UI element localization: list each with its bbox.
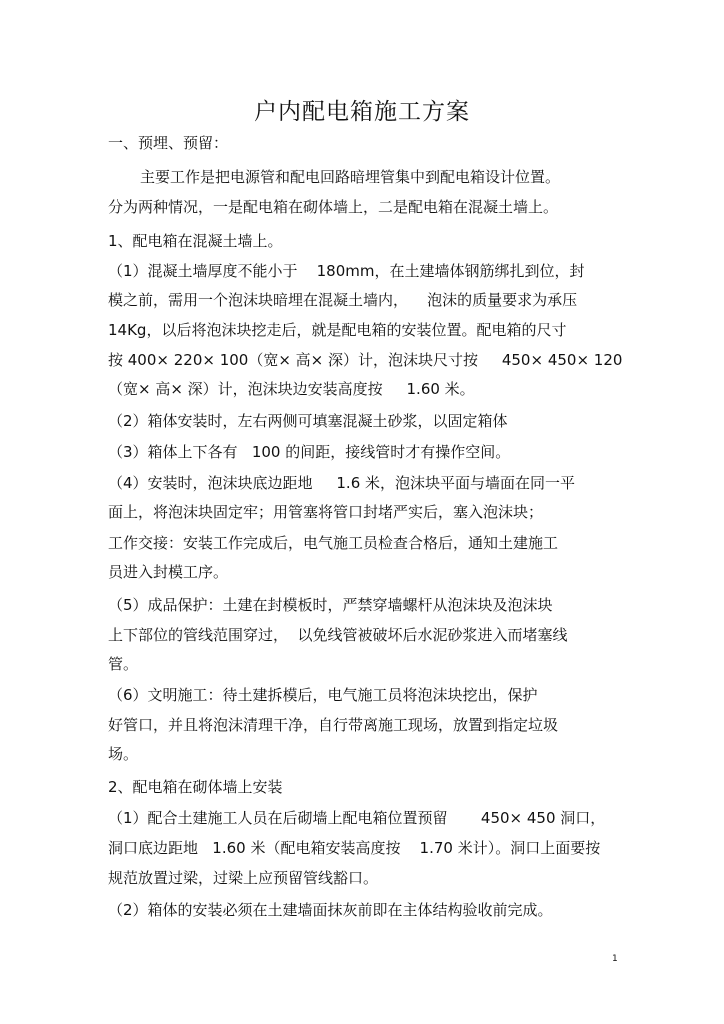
paragraph-line: （1）配合土建施工人员在后砌墙上配电箱位置预留 450× 450 洞口， <box>108 809 606 827</box>
paragraph-line: 按 400× 220× 100（宽× 高× 深）计，泡沫块尺寸按 450× 450× 120 <box>108 351 623 369</box>
page-number: 1 <box>612 954 618 964</box>
paragraph-line: （宽× 高× 深）计，泡沫块边安装高度按 1.60 米。 <box>108 380 475 398</box>
paragraph-line: 员进入封模工序。 <box>108 563 229 581</box>
paragraph-line: 上下部位的管线范围穿过， 以免线管被破坏后水泥砂浆进入而堵塞线 <box>108 626 568 644</box>
paragraph-line: （3）箱体上下各有 100 的间距，接线管时才有操作空间。 <box>108 443 511 461</box>
subsection-heading: 1、配电箱在混凝土墙上。 <box>108 232 283 250</box>
paragraph-line: 规范放置过梁，过梁上应预留管线豁口。 <box>108 869 379 887</box>
paragraph-line: 管。 <box>108 655 139 673</box>
subsection-heading: 2、配电箱在砌体墙上安装 <box>108 778 283 796</box>
paragraph-line: 分为两种情况，一是配电箱在砌体墙上，二是配电箱在混凝土墙上。 <box>108 198 559 216</box>
paragraph-line: 14Kg，以后将泡沫块挖走后，就是配电箱的安装位置。配电箱的尺寸 <box>108 321 567 339</box>
paragraph-line: 模之前，需用一个泡沫块暗埋在混凝土墙内， 泡沫的质量要求为承压 <box>108 291 578 309</box>
paragraph-line: 场。 <box>108 745 139 763</box>
paragraph-line: （6）文明施工：待土建拆模后，电气施工员将泡沫块挖出，保护 <box>108 686 538 704</box>
paragraph-line: （1）混凝土墙厚度不能小于 180mm，在土建墙体钢筋绑扎到位，封 <box>108 262 585 280</box>
paragraph-line: （4）安装时，泡沫块底边距地 1.6 米，泡沫块平面与墙面在同一平 <box>108 474 576 492</box>
paragraph-line: （2）箱体的安装必须在土建墙面抹灰前即在主体结构验收前完成。 <box>108 901 553 919</box>
paragraph-line: （5）成品保护：土建在封模板时，严禁穿墙螺杆从泡沫块及泡沫块 <box>108 596 553 614</box>
section-heading: 一、预埋、预留： <box>108 134 229 152</box>
paragraph-line: （2）箱体安装时，左右两侧可填塞混凝土砂浆，以固定箱体 <box>108 412 508 430</box>
paragraph-line: 主要工作是把电源管和配电回路暗埋管集中到配电箱设计位置。 <box>140 168 561 186</box>
paragraph-line: 工作交接：安装工作完成后，电气施工员检查合格后，通知土建施工 <box>108 534 559 552</box>
paragraph-line: 洞口底边距地 1.60 米（配电箱安装高度按 1.70 米计）。洞口上面要按 <box>108 839 601 857</box>
paragraph-line: 面上，将泡沫块固定牢；用管塞将管口封堵严实后，塞入泡沫块； <box>108 503 544 521</box>
document-title: 户内配电箱施工方案 <box>254 99 470 125</box>
paragraph-line: 好管口，并且将泡沫清理干净，自行带离施工现场，放置到指定垃圾 <box>108 716 559 734</box>
